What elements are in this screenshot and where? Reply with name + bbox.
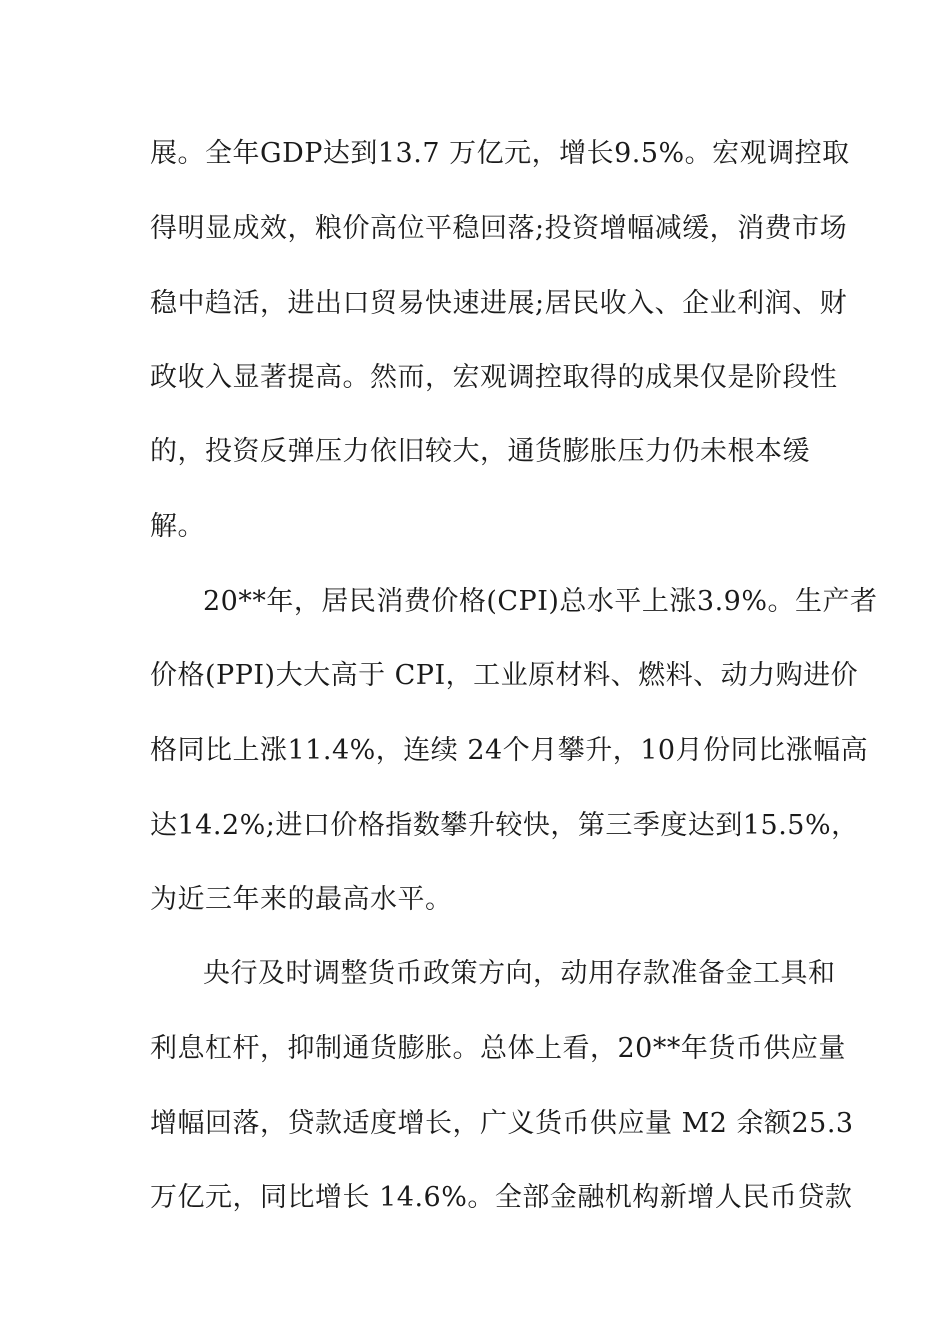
paragraph-3-line-2: 利息杠杆，抑制通货膨胀。总体上看，20**年货币供应量: [150, 1033, 846, 1064]
paragraph-3-line-4: 万亿元，同比增长 14.6%。全部金融机构新增人民币贷款: [150, 1182, 853, 1213]
paragraph-2-line-4: 达14.2%;进口价格指数攀升较快，第三季度达到15.5%，: [150, 810, 859, 841]
paragraph-1-line-3: 稳中趋活，进出口贸易快速进展;居民收入、企业利润、财: [150, 288, 848, 319]
paragraph-1-line-2: 得明显成效，粮价高位平稳回落;投资增幅减缓，消费市场: [150, 213, 848, 244]
paragraph-3-line-3: 增幅回落，贷款适度增长，广义货币供应量 M2 余额25.3: [150, 1108, 854, 1139]
paragraph-1-line-4: 政收入显著提高。然而，宏观调控取得的成果仅是阶段性: [150, 362, 838, 393]
paragraph-1-line-1: 展。全年GDP达到13.7 万亿元，增长9.5%。宏观调控取: [150, 138, 850, 169]
paragraph-1-line-5: 的，投资反弹压力依旧较大，通货膨胀压力仍未根本缓: [150, 436, 810, 467]
paragraph-1-line-6: 解。: [150, 511, 205, 542]
paragraph-2-line-3: 格同比上涨11.4%，连续 24个月攀升，10月份同比涨幅高: [150, 735, 869, 766]
paragraph-3-line-1: 央行及时调整货币政策方向，动用存款准备金工具和: [203, 958, 836, 989]
paragraph-2-line-1: 20**年，居民消费价格(CPI)总水平上涨3.9%。生产者: [203, 586, 878, 617]
paragraph-2-line-2: 价格(PPI)大大高于 CPI，工业原材料、燃料、动力购进价: [150, 660, 859, 691]
paragraph-2-line-5: 为近三年来的最高水平。: [150, 884, 453, 915]
